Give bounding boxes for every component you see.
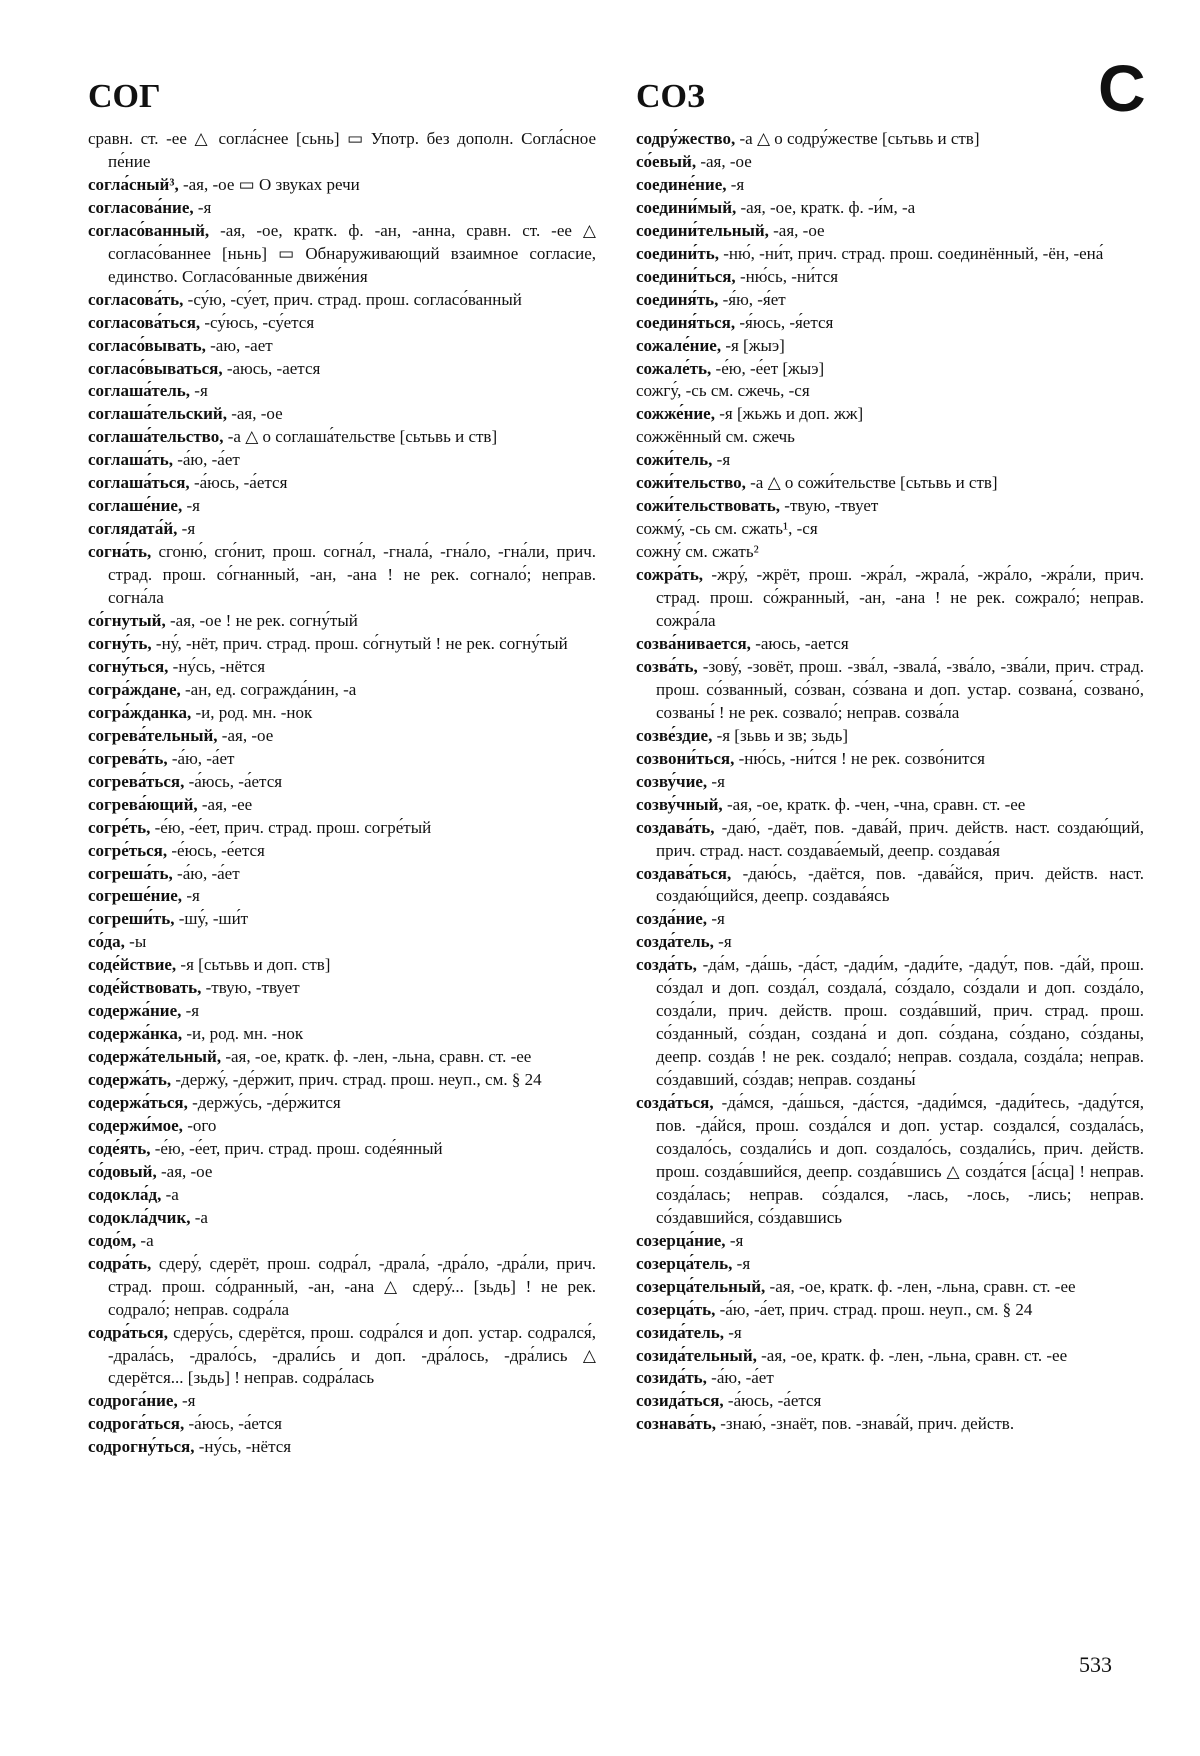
entry-text: -а △ о содру́жестве [сьтьвь и ств] xyxy=(735,129,980,148)
entry-headword: сожже́ние, xyxy=(636,404,715,424)
entry-text: -а △ о сожи́тельстве [сьтьвь и ств] xyxy=(745,473,998,493)
dictionary-entry xyxy=(636,1299,1144,1322)
entry-headword: согрева́ющий, xyxy=(88,794,198,814)
entry-text: -ая, -ое xyxy=(696,151,752,171)
entry-text: -я xyxy=(726,174,745,194)
dictionary-entry xyxy=(88,908,596,931)
dictionary-entry xyxy=(88,954,596,977)
dictionary-entry xyxy=(88,1138,596,1161)
entry-text: -и, род. мн. -нок xyxy=(182,1024,304,1044)
dictionary-entry xyxy=(636,748,1144,771)
dictionary-entry xyxy=(636,495,1144,518)
dictionary-entry xyxy=(636,1253,1144,1276)
dictionary-entry xyxy=(88,335,596,358)
entry-text: -ая, -ое xyxy=(156,1161,213,1181)
entry-text: -держу́сь, -де́ржится xyxy=(187,1093,341,1113)
entry-text: -а xyxy=(161,1184,179,1204)
dictionary-entry xyxy=(88,426,596,449)
entry-headword: созида́ть, xyxy=(636,1368,707,1388)
entry-headword: со́евый, xyxy=(636,151,697,171)
entry-text: -я xyxy=(713,932,732,952)
dictionary-entry xyxy=(636,449,1144,472)
entry-headword: соглаша́тельский, xyxy=(88,404,227,424)
entry-text: -ая, -ое xyxy=(768,220,825,240)
dictionary-entry xyxy=(636,633,1144,656)
dictionary-entry xyxy=(636,1413,1144,1436)
entry-headword: согре́ть, xyxy=(88,817,151,837)
dictionary-entry xyxy=(636,541,1144,564)
dictionary-entry xyxy=(88,128,596,174)
entry-text: -ая, -ое, кратк. ф. -лен, -льна, сравн. ст. -ее xyxy=(221,1047,532,1067)
entry-headword: содо́м, xyxy=(88,1230,137,1250)
dictionary-entry xyxy=(636,197,1144,220)
entry-headword: согласо́вывать, xyxy=(88,335,206,355)
dictionary-entry xyxy=(88,358,596,381)
dictionary-entry xyxy=(636,403,1144,426)
entry-headword: созида́тель, xyxy=(636,1322,725,1342)
entry-headword: соединя́ться, xyxy=(636,312,736,332)
dictionary-entry xyxy=(88,1390,596,1413)
entry-text: -я xyxy=(725,1230,744,1250)
entry-headword: согрева́тельный, xyxy=(88,725,218,745)
entry-headword: сожале́ть, xyxy=(636,358,712,378)
dictionary-entry xyxy=(88,1161,596,1184)
dictionary-entry xyxy=(88,197,596,220)
entry-headword: со́да, xyxy=(88,932,125,952)
entry-text: -я xyxy=(707,771,725,791)
entry-headword: созерца́тельный, xyxy=(636,1276,766,1296)
entry-headword: сожи́тельствовать, xyxy=(636,496,781,516)
section-letter: С xyxy=(1098,51,1146,125)
guideword-left: СОГ xyxy=(88,78,161,115)
entry-headword: созида́ться, xyxy=(636,1391,724,1411)
entry-headword: сожале́ние, xyxy=(636,335,722,355)
dictionary-entry xyxy=(636,151,1144,174)
entry-headword: содра́ться, xyxy=(88,1322,169,1342)
dictionary-entry xyxy=(636,220,1144,243)
entry-headword: созерца́ть, xyxy=(636,1299,716,1319)
dictionary-entry xyxy=(88,931,596,954)
entry-text: -ая, -ое, кратк. ф. -чен, -чна, сравн. ст. -ее xyxy=(722,794,1026,814)
dictionary-entry xyxy=(88,679,596,702)
entry-text: -я xyxy=(193,197,212,217)
entry-text: -я xyxy=(181,1001,200,1021)
entry-headword: содрогну́ться, xyxy=(88,1437,195,1457)
entry-text: сожму́, -сь см. сжать¹, -ся xyxy=(636,519,818,539)
entry-headword: согре́ться, xyxy=(88,840,168,860)
entry-text: -я xyxy=(190,381,208,401)
entry-headword: соде́ять, xyxy=(88,1138,151,1158)
entry-headword: согла́сный³, xyxy=(88,174,179,194)
entry-text: -ан, ед. согражда́нин, -а xyxy=(180,679,357,699)
entry-text: -ая, -ее xyxy=(197,794,253,814)
dictionary-entry xyxy=(636,128,1144,151)
dictionary-entry xyxy=(636,380,1144,403)
entry-text: -ая, -ое, кратк. ф. -ан, -анна, сравн. ст. -ее △ согласо́ваннее [ньнь] ▭ Обнаруживающий взаимное согласие, единство. Согласо́ванные движе́ния xyxy=(108,220,596,286)
entry-text: -шу́, -ши́т xyxy=(174,909,249,929)
entry-text: сдеру́, сдерёт, прош. содра́л, -драла́, -дра́ло, -дра́ли, прич. страд. прош. со́дранный, -ан, -ана △ сдеру́... [зьдь] ! не рек. содрало́; неправ. содра́ла xyxy=(108,1253,596,1319)
entry-headword: согна́ть, xyxy=(88,542,152,562)
dictionary-entry xyxy=(88,495,596,518)
entry-headword: созерца́ние, xyxy=(636,1230,726,1250)
dictionary-entry xyxy=(88,1184,596,1207)
dictionary-entry xyxy=(88,1413,596,1436)
entry-headword: созвони́ться, xyxy=(636,748,735,768)
dictionary-entry xyxy=(636,817,1144,863)
dictionary-entry xyxy=(88,1069,596,1092)
entry-text: -ого xyxy=(182,1115,217,1135)
entry-headword: согреше́ние, xyxy=(88,886,183,906)
entry-headword: согласова́ть, xyxy=(88,289,184,309)
entry-text: -а́ю, -а́ет xyxy=(706,1368,774,1388)
dictionary-entry xyxy=(636,794,1144,817)
entry-headword: содержа́тельный, xyxy=(88,1047,222,1067)
entry-headword: согрева́ться, xyxy=(88,771,185,791)
entry-headword: со́гнутый, xyxy=(88,611,166,631)
entry-text: -держу́, -де́ржит, прич. страд. прош. неуп., см. § 24 xyxy=(171,1070,542,1090)
entry-text: -твую, -твует xyxy=(201,978,300,998)
dictionary-entry xyxy=(88,633,596,656)
entry-headword: соедини́мый, xyxy=(636,197,737,217)
dictionary-entry xyxy=(636,564,1144,633)
dictionary-entry xyxy=(88,174,596,197)
entry-text: -ая, -ое, кратк. ф. -и́м, -а xyxy=(736,197,916,217)
entry-headword: содрога́ться, xyxy=(88,1414,185,1434)
entry-headword: согласова́ться, xyxy=(88,312,201,332)
entry-headword: согласова́ние, xyxy=(88,197,194,217)
entry-headword: созда́ть, xyxy=(636,955,697,975)
entry-text: -е́ю, -е́ет [жыэ] xyxy=(711,358,825,378)
entry-text: -ну́, -нёт, прич. страд. прош. со́гнутый ! не рек. согну́тый xyxy=(151,633,568,653)
dictionary-entry xyxy=(636,289,1144,312)
dictionary-entry xyxy=(636,1092,1144,1230)
left-column xyxy=(88,128,596,1459)
entry-headword: согреши́ть, xyxy=(88,909,175,929)
dictionary-entry xyxy=(636,1230,1144,1253)
entry-headword: согра́ждане, xyxy=(88,679,181,699)
entry-text: -а́ю, -а́ет xyxy=(167,748,235,768)
dictionary-entry xyxy=(636,771,1144,794)
entry-text: -я xyxy=(724,1322,742,1342)
entry-text: -и, род. мн. -нок xyxy=(191,702,313,722)
entry-text: -ню́сь, -ни́тся xyxy=(735,266,839,286)
entry-text: сожгу́, -сь см. сжечь, -ся xyxy=(636,381,810,401)
entry-headword: созву́чный, xyxy=(636,794,723,814)
dictionary-entry xyxy=(88,817,596,840)
entry-text: -а́юсь, -а́ется xyxy=(189,473,288,493)
entry-headword: сознава́ть, xyxy=(636,1414,717,1434)
dictionary-entry xyxy=(88,403,596,426)
entry-headword: согласо́вываться, xyxy=(88,358,223,378)
dictionary-entry xyxy=(88,380,596,403)
dictionary-entry xyxy=(636,931,1144,954)
dictionary-entry xyxy=(88,771,596,794)
entry-text: -я xyxy=(177,1391,196,1411)
entry-text: -а xyxy=(136,1230,154,1250)
dictionary-entry xyxy=(88,1207,596,1230)
entry-headword: созерца́тель, xyxy=(636,1253,733,1273)
dictionary-entry xyxy=(636,908,1144,931)
dictionary-entry xyxy=(88,610,596,633)
entry-headword: созида́тельный, xyxy=(636,1345,757,1365)
entry-text: -а́ю, -а́ет xyxy=(172,863,240,883)
entry-headword: сожра́ть, xyxy=(636,565,704,585)
entry-headword: соглаша́тельство, xyxy=(88,427,224,447)
entry-headword: соглаша́ть, xyxy=(88,450,173,470)
entry-text: -ну́сь, -нётся xyxy=(168,656,266,676)
dictionary-entry xyxy=(88,863,596,886)
entry-headword: соглаше́ние, xyxy=(88,496,183,516)
entry-headword: сожи́тель, xyxy=(636,450,713,470)
entry-text: сгоню́, сго́нит, прош. согна́л, -гнала́, -гна́ло, -гна́ли, прич. страд. прош. со́гнанный, -ан, -ана ! не рек. согнало́; неправ. согна́ла xyxy=(108,542,596,608)
entry-text: -твую, -твует xyxy=(780,496,879,516)
entry-text: -су́юсь, -су́ется xyxy=(200,312,315,332)
dictionary-entry xyxy=(636,1345,1144,1368)
dictionary-entry xyxy=(636,1322,1144,1345)
entry-headword: созву́чие, xyxy=(636,771,708,791)
dictionary-entry xyxy=(88,1046,596,1069)
dictionary-entry xyxy=(88,541,596,610)
entry-text: -а́ю, -а́ет xyxy=(172,450,240,470)
entry-headword: содокла́дчик, xyxy=(88,1207,191,1227)
page-number: 533 xyxy=(1079,1652,1112,1677)
dictionary-entry xyxy=(88,1092,596,1115)
dictionary-entry xyxy=(636,863,1144,909)
entry-headword: содру́жество, xyxy=(636,129,736,148)
entry-text: -ну́сь, -нётся xyxy=(194,1437,292,1457)
dictionary-entry xyxy=(88,656,596,679)
entry-text: -су́ю, -су́ет, прич. страд. прош. согласо́ванный xyxy=(183,289,522,309)
dictionary-entry xyxy=(636,174,1144,197)
entry-text: -я [зьвь и зв; зьдь] xyxy=(712,725,849,745)
entry-text: -даю́сь, -даётся, пов. -дава́йся, прич. действ. наст. создаю́щийся, деепр. создава́ясь xyxy=(656,863,1144,906)
entry-text: -аюсь, -ается xyxy=(750,633,849,653)
guideword-right: СОЗ xyxy=(636,78,705,115)
entry-headword: соедини́ть, xyxy=(636,243,719,263)
entry-headword: созда́ние, xyxy=(636,909,708,929)
right-column xyxy=(636,128,1144,1436)
entry-text: -даю́, -даёт, пов. -дава́й, прич. действ. наст. создаю́щий, прич. страд. наст. создава́емый, деепр. создава́я xyxy=(656,817,1144,860)
entry-text: -а xyxy=(190,1207,208,1227)
entry-text: -я́юсь, -я́ется xyxy=(735,312,834,332)
dictionary-entry xyxy=(636,1276,1144,1299)
dictionary-entry xyxy=(636,243,1144,266)
entry-text: -ая, -ое ▭ О звуках речи xyxy=(178,174,360,194)
entry-headword: содокла́д, xyxy=(88,1184,162,1204)
entry-headword: соглаша́тель, xyxy=(88,381,191,401)
dictionary-entry xyxy=(88,1322,596,1391)
dictionary-entry xyxy=(88,885,596,908)
entry-headword: согну́ться, xyxy=(88,656,169,676)
entry-text: сожжённый см. сжечь xyxy=(636,427,795,447)
dictionary-entry xyxy=(636,725,1144,748)
entry-text: -я́ю, -я́ет xyxy=(718,289,786,309)
entry-headword: соедини́тельный, xyxy=(636,220,769,240)
entry-text: -я xyxy=(182,886,200,906)
entry-text: -ы xyxy=(124,932,147,952)
dictionary-entry xyxy=(636,312,1144,335)
entry-text: -ая, -ое, кратк. ф. -лен, -льна, сравн. ст. -ее xyxy=(765,1276,1076,1296)
entry-headword: соединя́ть, xyxy=(636,289,719,309)
entry-text: -жру́, -жрёт, прош. -жра́л, -жрала́, -жра́ло, -жра́ли, прич. страд. прош. со́жранный, -ан, -ана ! не рек. сожрало́; неправ. сожра́ла xyxy=(656,565,1144,631)
entry-text: -я xyxy=(732,1253,751,1273)
entry-text: сдеру́сь, сдерётся, прош. содра́лся и доп. устар. содрался́, -драла́сь, -драло́сь, -драли́сь и доп. -дра́лось, -дра́лись △ сдерётся... [зьдь] ! неправ. содра́лась xyxy=(108,1322,596,1388)
entry-text: -а́ю, -а́ет, прич. страд. прош. неуп., см. § 24 xyxy=(715,1299,1033,1319)
entry-text: -а́юсь, -а́ется xyxy=(184,1414,282,1434)
entry-text: -аюсь, -ается xyxy=(222,358,321,378)
dictionary-entry xyxy=(88,472,596,495)
entry-text: -я [жыэ] xyxy=(721,335,785,355)
entry-headword: согласо́ванный, xyxy=(88,220,210,240)
entry-headword: согреша́ть, xyxy=(88,863,173,883)
dictionary-entry xyxy=(636,358,1144,381)
entry-headword: со́довый, xyxy=(88,1161,157,1181)
entry-text: сравн. ст. -ее △ согла́снее [сьнь] ▭ Употр. без дополн. Согла́сное пе́ние xyxy=(88,129,596,171)
dictionary-entry xyxy=(88,1115,596,1138)
dictionary-entry xyxy=(88,748,596,771)
entry-text: -да́мся, -да́шься, -да́стся, -дади́мся, -дади́тесь, -даду́тся, пов. -да́йся, прош. созда́лся и доп. устар. создался́, создала́сь, создало́сь, создали́сь и доп. создало́сь, создали́сь, прич. действ. прош. созда́вшийся, деепр. созда́вшись △ созда́тся [а́сца] ! неправ. созда́лась; неправ. со́здался, -лась, -лось, -лись; неправ. со́здавшийся, со́здавшись xyxy=(656,1093,1144,1227)
dictionary-entry xyxy=(88,449,596,472)
dictionary-entry xyxy=(636,426,1144,449)
entry-text: -а △ о соглаша́тельстве [сьтьвь и ств] xyxy=(223,427,498,447)
dictionary-entry xyxy=(636,472,1144,495)
entry-text: -я xyxy=(712,450,731,470)
dictionary-entry xyxy=(88,1230,596,1253)
entry-headword: соде́йствовать, xyxy=(88,978,202,998)
entry-text: -а́юсь, -а́ется xyxy=(723,1391,822,1411)
dictionary-entry xyxy=(636,1367,1144,1390)
entry-text: -ая, -ое xyxy=(217,725,274,745)
entry-headword: содрога́ние, xyxy=(88,1391,178,1411)
entry-text: -аю, -ает xyxy=(205,335,273,355)
dictionary-entry xyxy=(636,266,1144,289)
entry-text: -да́м, -да́шь, -да́ст, -дади́м, -дади́те, -даду́т, пов. -да́й, прош. со́здал и доп. созда́л, создала́, со́здало, со́здали и доп. созда́ло, созда́ли, прич. действ. прош. созда́вший, прич. страд. прош. со́зданный, со́здан, создана́ и доп. со́здана, со́здано, со́зданы, деепр. созда́в ! не рек. создало́; неправ. создала, созда́ла; неправ. со́здавший, со́здав; неправ. созданы́ xyxy=(656,955,1144,1090)
entry-headword: содра́ть, xyxy=(88,1253,152,1273)
dictionary-entry xyxy=(88,220,596,289)
entry-headword: согра́жданка, xyxy=(88,702,192,722)
entry-headword: согну́ть, xyxy=(88,633,152,653)
entry-headword: соглаша́ться, xyxy=(88,473,190,493)
dictionary-entry xyxy=(88,840,596,863)
entry-text: -е́юсь, -е́ется xyxy=(167,840,265,860)
entry-headword: соедини́ться, xyxy=(636,266,736,286)
entry-text: -ая, -ое xyxy=(226,404,283,424)
dictionary-entry xyxy=(88,725,596,748)
entry-text: -я [сьтьвь и доп. ств] xyxy=(176,955,331,975)
dictionary-entry xyxy=(636,656,1144,725)
entry-headword: создава́ть, xyxy=(636,817,715,837)
entry-headword: согрева́ть, xyxy=(88,748,168,768)
dictionary-entry xyxy=(636,954,1144,1092)
entry-text: сожну́ см. сжать² xyxy=(636,542,759,562)
entry-text: -а́юсь, -а́ется xyxy=(184,771,283,791)
entry-headword: содержа́нка, xyxy=(88,1024,183,1044)
dictionary-entry xyxy=(88,1253,596,1322)
dictionary-entry xyxy=(88,977,596,1000)
entry-text: -ая, -ое ! не рек. согну́тый xyxy=(165,611,358,631)
dictionary-entry xyxy=(88,312,596,335)
dictionary-entry xyxy=(636,335,1144,358)
entry-headword: содержи́мое, xyxy=(88,1115,183,1135)
entry-headword: созда́ться, xyxy=(636,1093,714,1113)
entry-text: -е́ю, -е́ет, прич. страд. прош. согре́тый xyxy=(150,817,432,837)
dictionary-entry xyxy=(88,1023,596,1046)
dictionary-entry xyxy=(88,289,596,312)
entry-headword: созва́нивается, xyxy=(636,633,751,653)
entry-headword: сожи́тельство, xyxy=(636,473,746,493)
dictionary-entry xyxy=(88,518,596,541)
entry-headword: созве́здие, xyxy=(636,725,713,745)
dictionary-entry xyxy=(88,794,596,817)
entry-headword: соде́йствие, xyxy=(88,955,177,975)
entry-text: -ая, -ое, кратк. ф. -лен, -льна, сравн. ст. -ее xyxy=(756,1345,1068,1365)
entry-text: -я [жьжь и доп. жж] xyxy=(714,404,864,424)
entry-text: -я xyxy=(707,909,725,929)
entry-text: -я xyxy=(182,496,200,516)
entry-headword: содержа́ние, xyxy=(88,1001,182,1021)
entry-text: -я xyxy=(177,519,196,539)
entry-text: -ню́сь, -ни́тся ! не рек. созво́нится xyxy=(734,748,985,768)
dictionary-entry xyxy=(88,1436,596,1459)
entry-text: -знаю́, -знаёт, пов. -знава́й, прич. действ. xyxy=(716,1414,1015,1434)
entry-text: -е́ю, -е́ет, прич. страд. прош. соде́янный xyxy=(150,1138,443,1158)
entry-headword: созда́тель, xyxy=(636,932,714,952)
dictionary-entry xyxy=(636,1390,1144,1413)
entry-headword: содержа́ться, xyxy=(88,1093,188,1113)
entry-headword: содержа́ть, xyxy=(88,1070,172,1090)
entry-headword: создава́ться, xyxy=(636,863,732,883)
entry-text: -зову́, -зовёт, прош. -зва́л, -звала́, -зва́ло, -зва́ли, прич. страд. прош. со́званный, со́зван, со́звана и доп. устар. созвана́, созвано́, созваны́ ! не рек. созвало́; неправ. созва́ла xyxy=(656,656,1144,722)
entry-headword: соедине́ние, xyxy=(636,174,727,194)
dictionary-entry xyxy=(88,1000,596,1023)
dictionary-entry xyxy=(636,518,1144,541)
dictionary-entry xyxy=(88,702,596,725)
entry-headword: соглядата́й, xyxy=(88,519,178,539)
entry-text: -ню́, -ни́т, прич. страд. прош. соединённый, -ён, -ена́ xyxy=(718,243,1104,263)
entry-headword: созва́ть, xyxy=(636,656,698,676)
